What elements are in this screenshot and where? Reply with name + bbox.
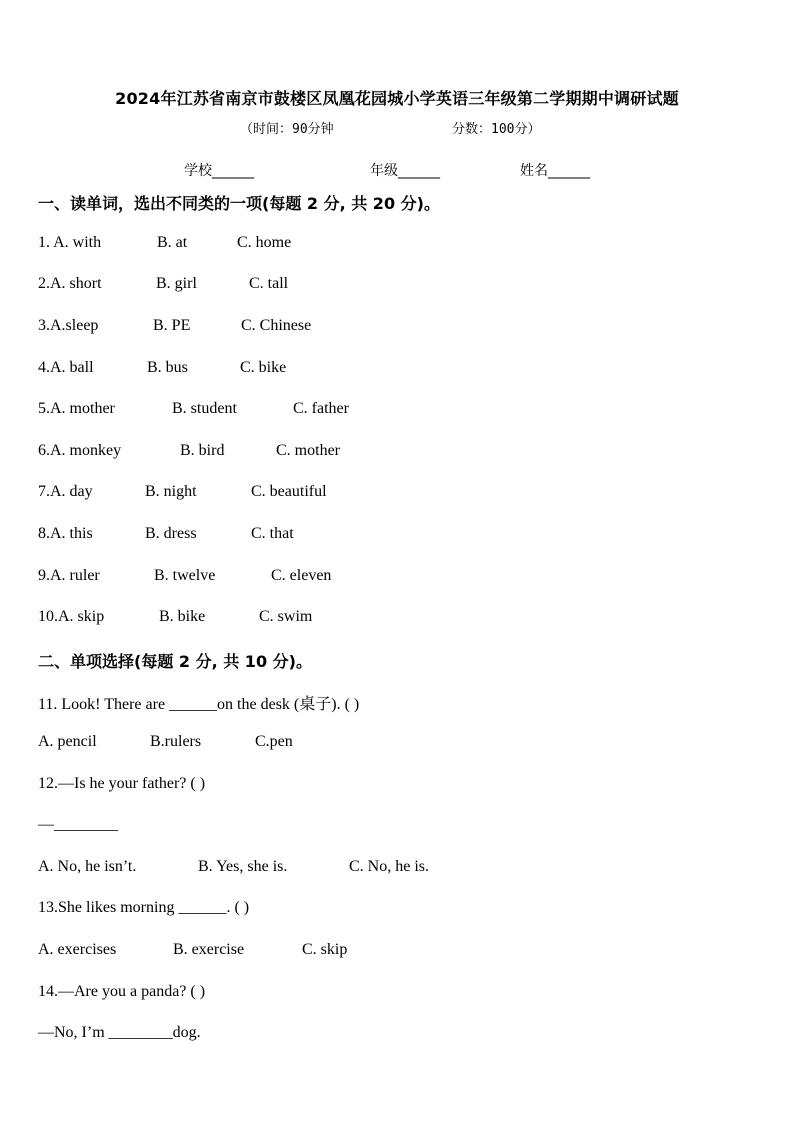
question-13: 13.She likes morning ______. ( ) [38, 899, 250, 916]
exam-title: 2024年江苏省南京市鼓楼区凤凰花园城小学英语三年级第二学期期中调研试题 [115, 89, 679, 108]
option-b: B. night [145, 483, 197, 500]
grade-field: 年级______ [370, 163, 440, 179]
option-b: B.rulers [150, 733, 202, 750]
option-b: B. PE [153, 317, 191, 334]
option-b: B. girl [156, 275, 197, 292]
question-14: 14.—Are you a panda? ( ) [38, 983, 206, 1000]
option-b: B. bus [147, 359, 188, 376]
option-c: C. Chinese [241, 317, 312, 334]
option-a: 10.A. skip [38, 608, 105, 625]
name-field: 姓名______ [520, 163, 590, 179]
option-a: 4.A. ball [38, 359, 94, 376]
section-2-heading: 二、单项选择(每题 2 分, 共 10 分)。 [38, 652, 312, 671]
option-c: C.pen [255, 733, 293, 750]
option-b: B. dress [145, 525, 197, 542]
option-a: 7.A. day [38, 483, 93, 500]
option-b: B. Yes, she is. [198, 858, 288, 875]
option-a: A. pencil [38, 733, 97, 750]
option-a: 9.A. ruler [38, 567, 100, 584]
exam-time: （时间：90分钟 [240, 122, 334, 137]
option-c: C. No, he is. [349, 858, 429, 875]
option-a: 8.A. this [38, 525, 93, 542]
option-b: B. bird [180, 442, 225, 459]
school-field: 学校______ [184, 163, 254, 179]
option-b: B. exercise [173, 941, 245, 958]
option-a: 3.A.sleep [38, 317, 99, 334]
option-a: 1. A. with [38, 234, 102, 251]
option-a: A. exercises [38, 941, 117, 958]
option-a: 5.A. mother [38, 400, 115, 417]
exam-score: 分数：100分） [452, 122, 541, 137]
option-c: C. tall [249, 275, 289, 292]
option-c: C. skip [302, 941, 348, 958]
option-a: 2.A. short [38, 275, 102, 292]
option-c: C. beautiful [251, 483, 327, 500]
option-b: B. student [172, 400, 237, 417]
option-c: C. swim [259, 608, 313, 625]
question-12-answer-line: —________ [38, 816, 118, 833]
option-c: C. bike [240, 359, 287, 376]
option-c: C. mother [276, 442, 340, 459]
option-b: B. twelve [154, 567, 216, 584]
option-b: B. bike [159, 608, 206, 625]
question-12: 12.—Is he your father? ( ) [38, 775, 206, 792]
option-c: C. that [251, 525, 294, 542]
section-1-heading: 一、读单词，选出不同类的一项(每题 2 分, 共 20 分)。 [38, 194, 440, 213]
option-b: B. at [157, 234, 188, 251]
option-c: C. father [293, 400, 349, 417]
option-a: A. No, he isn’t. [38, 858, 137, 875]
option-c: C. eleven [271, 567, 332, 584]
question-11: 11. Look! There are ______on the desk (桌子). ( ) [38, 696, 360, 713]
option-a: 6.A. monkey [38, 442, 122, 459]
option-c: C. home [237, 234, 292, 251]
question-14-answer-line: —No, I’m ________dog. [38, 1024, 201, 1041]
